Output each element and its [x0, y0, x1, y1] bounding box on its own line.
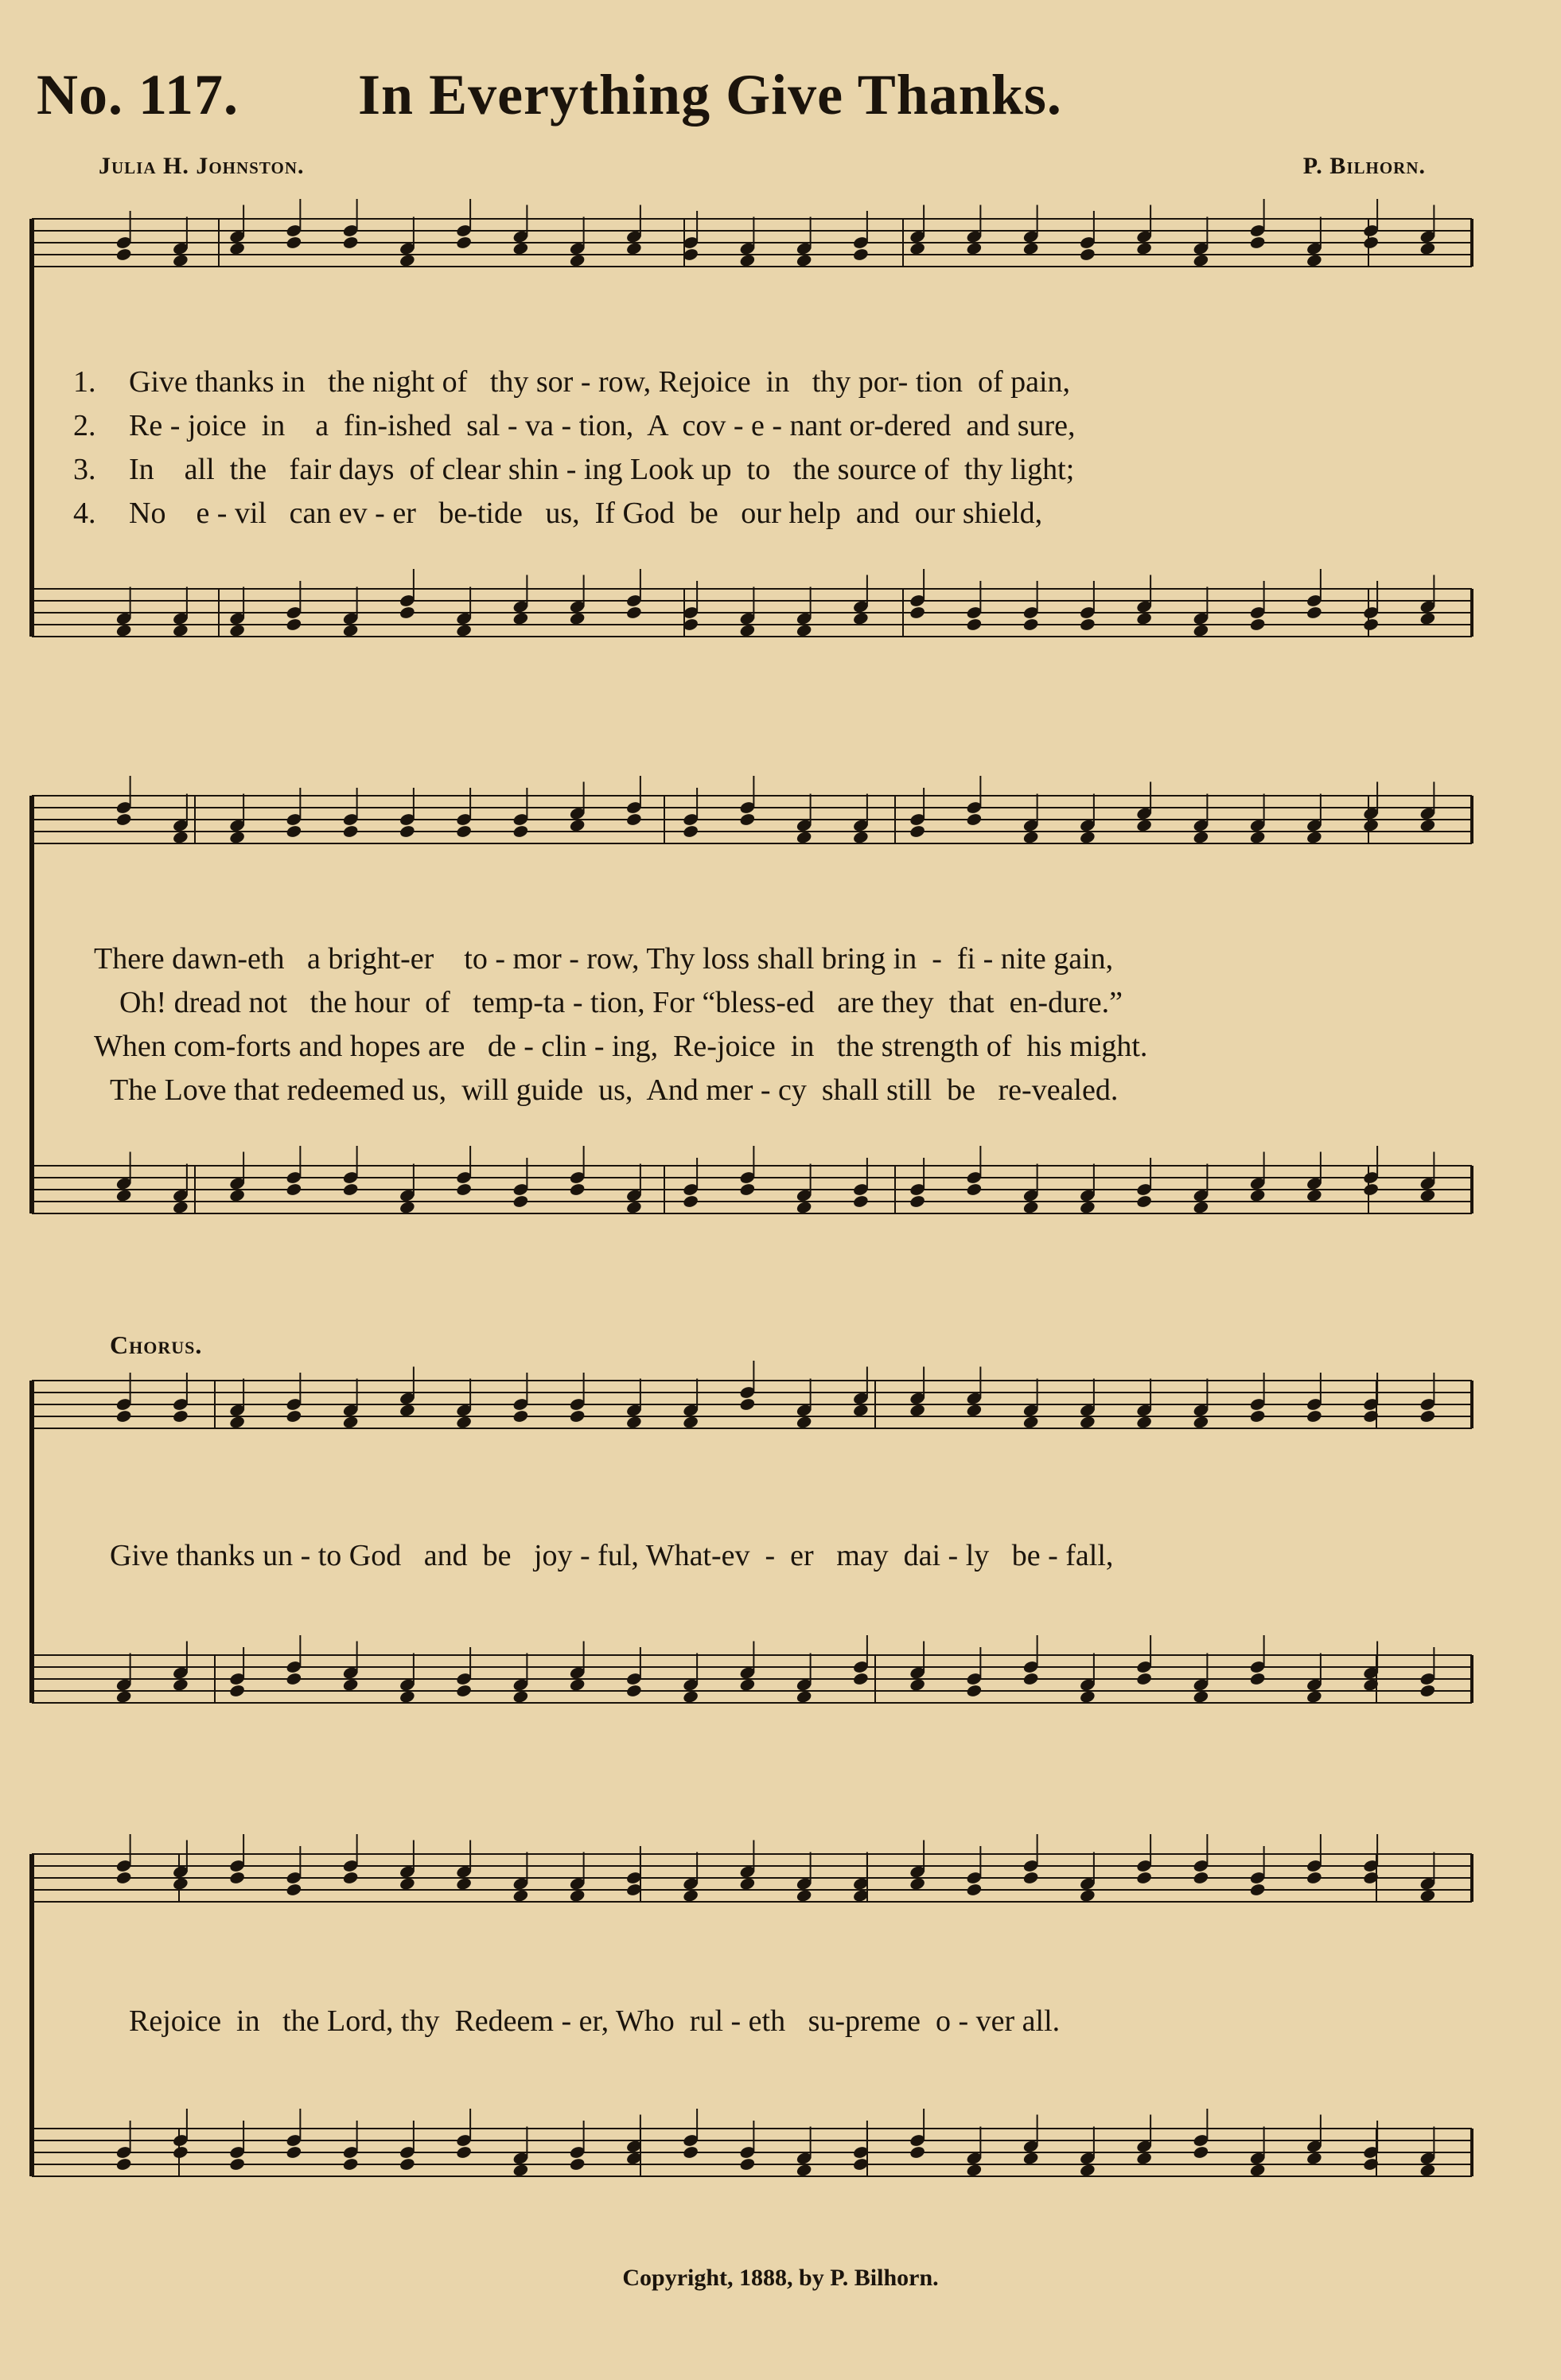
music-notation-system-2: [0, 760, 1561, 1285]
chorus-line-1: Give thanks un - to God and be joy - ful, What-ev - er may dai - ly be - fall,: [110, 1539, 1114, 1572]
author-credit: Julia H. Johnston.: [99, 153, 305, 179]
copyright-notice: Copyright, 1888, by P. Bilhorn.: [622, 2265, 939, 2291]
bass-notes: [115, 2109, 1436, 2178]
verse-1-line: 1. Give thanks in the night of thy sor - row, Rejoice in thy por- tion of pain,: [73, 365, 1071, 399]
chorus-line-2: Rejoice in the Lord, thy Redeem - er, Who rul - eth su-preme o - ver all.: [129, 2004, 1061, 2038]
verse-1-continuation: There dawn-eth a bright-er to - mor - row, Thy loss shall bring in - fi - nite gain,: [94, 942, 1114, 976]
verse-4-continuation: The Love that redeemed us, will guide us, And mer - cy shall still be re-vealed.: [110, 1073, 1119, 1107]
chorus-label: Chorus.: [110, 1330, 203, 1359]
verse-3-continuation: When com-forts and hopes are de - clin - ing, Re-joice in the strength of his might.: [94, 1030, 1148, 1063]
hymn-title: In Everything Give Thanks.: [358, 63, 1062, 127]
hymn-number: No. 117.: [37, 63, 239, 127]
music-notation-system-1: [0, 183, 1561, 708]
verse-4-line: 4. No e - vil can ev - er be-tide us, If God be our help and our shield,: [73, 497, 1043, 530]
verse-3-line: 3. In all the fair days of clear shin - ing Look up to the source of thy light;: [73, 453, 1075, 486]
bass-notes: [115, 1635, 1436, 1704]
treble-notes: [115, 1361, 1436, 1430]
treble-notes: [115, 199, 1436, 268]
treble-notes: [115, 776, 1436, 845]
composer-credit: P. Bilhorn.: [1302, 153, 1426, 179]
bass-notes: [115, 569, 1436, 638]
verse-2-line: 2. Re - joice in a fin-ished sal - va - tion, A cov - e - nant or-dered and sure,: [73, 409, 1076, 442]
bass-notes: [115, 1146, 1436, 1215]
verse-2-continuation: Oh! dread not the hour of temp-ta - tion, For “bless-ed are they that en-dure.”: [119, 986, 1123, 1019]
treble-notes: [115, 1834, 1436, 1903]
